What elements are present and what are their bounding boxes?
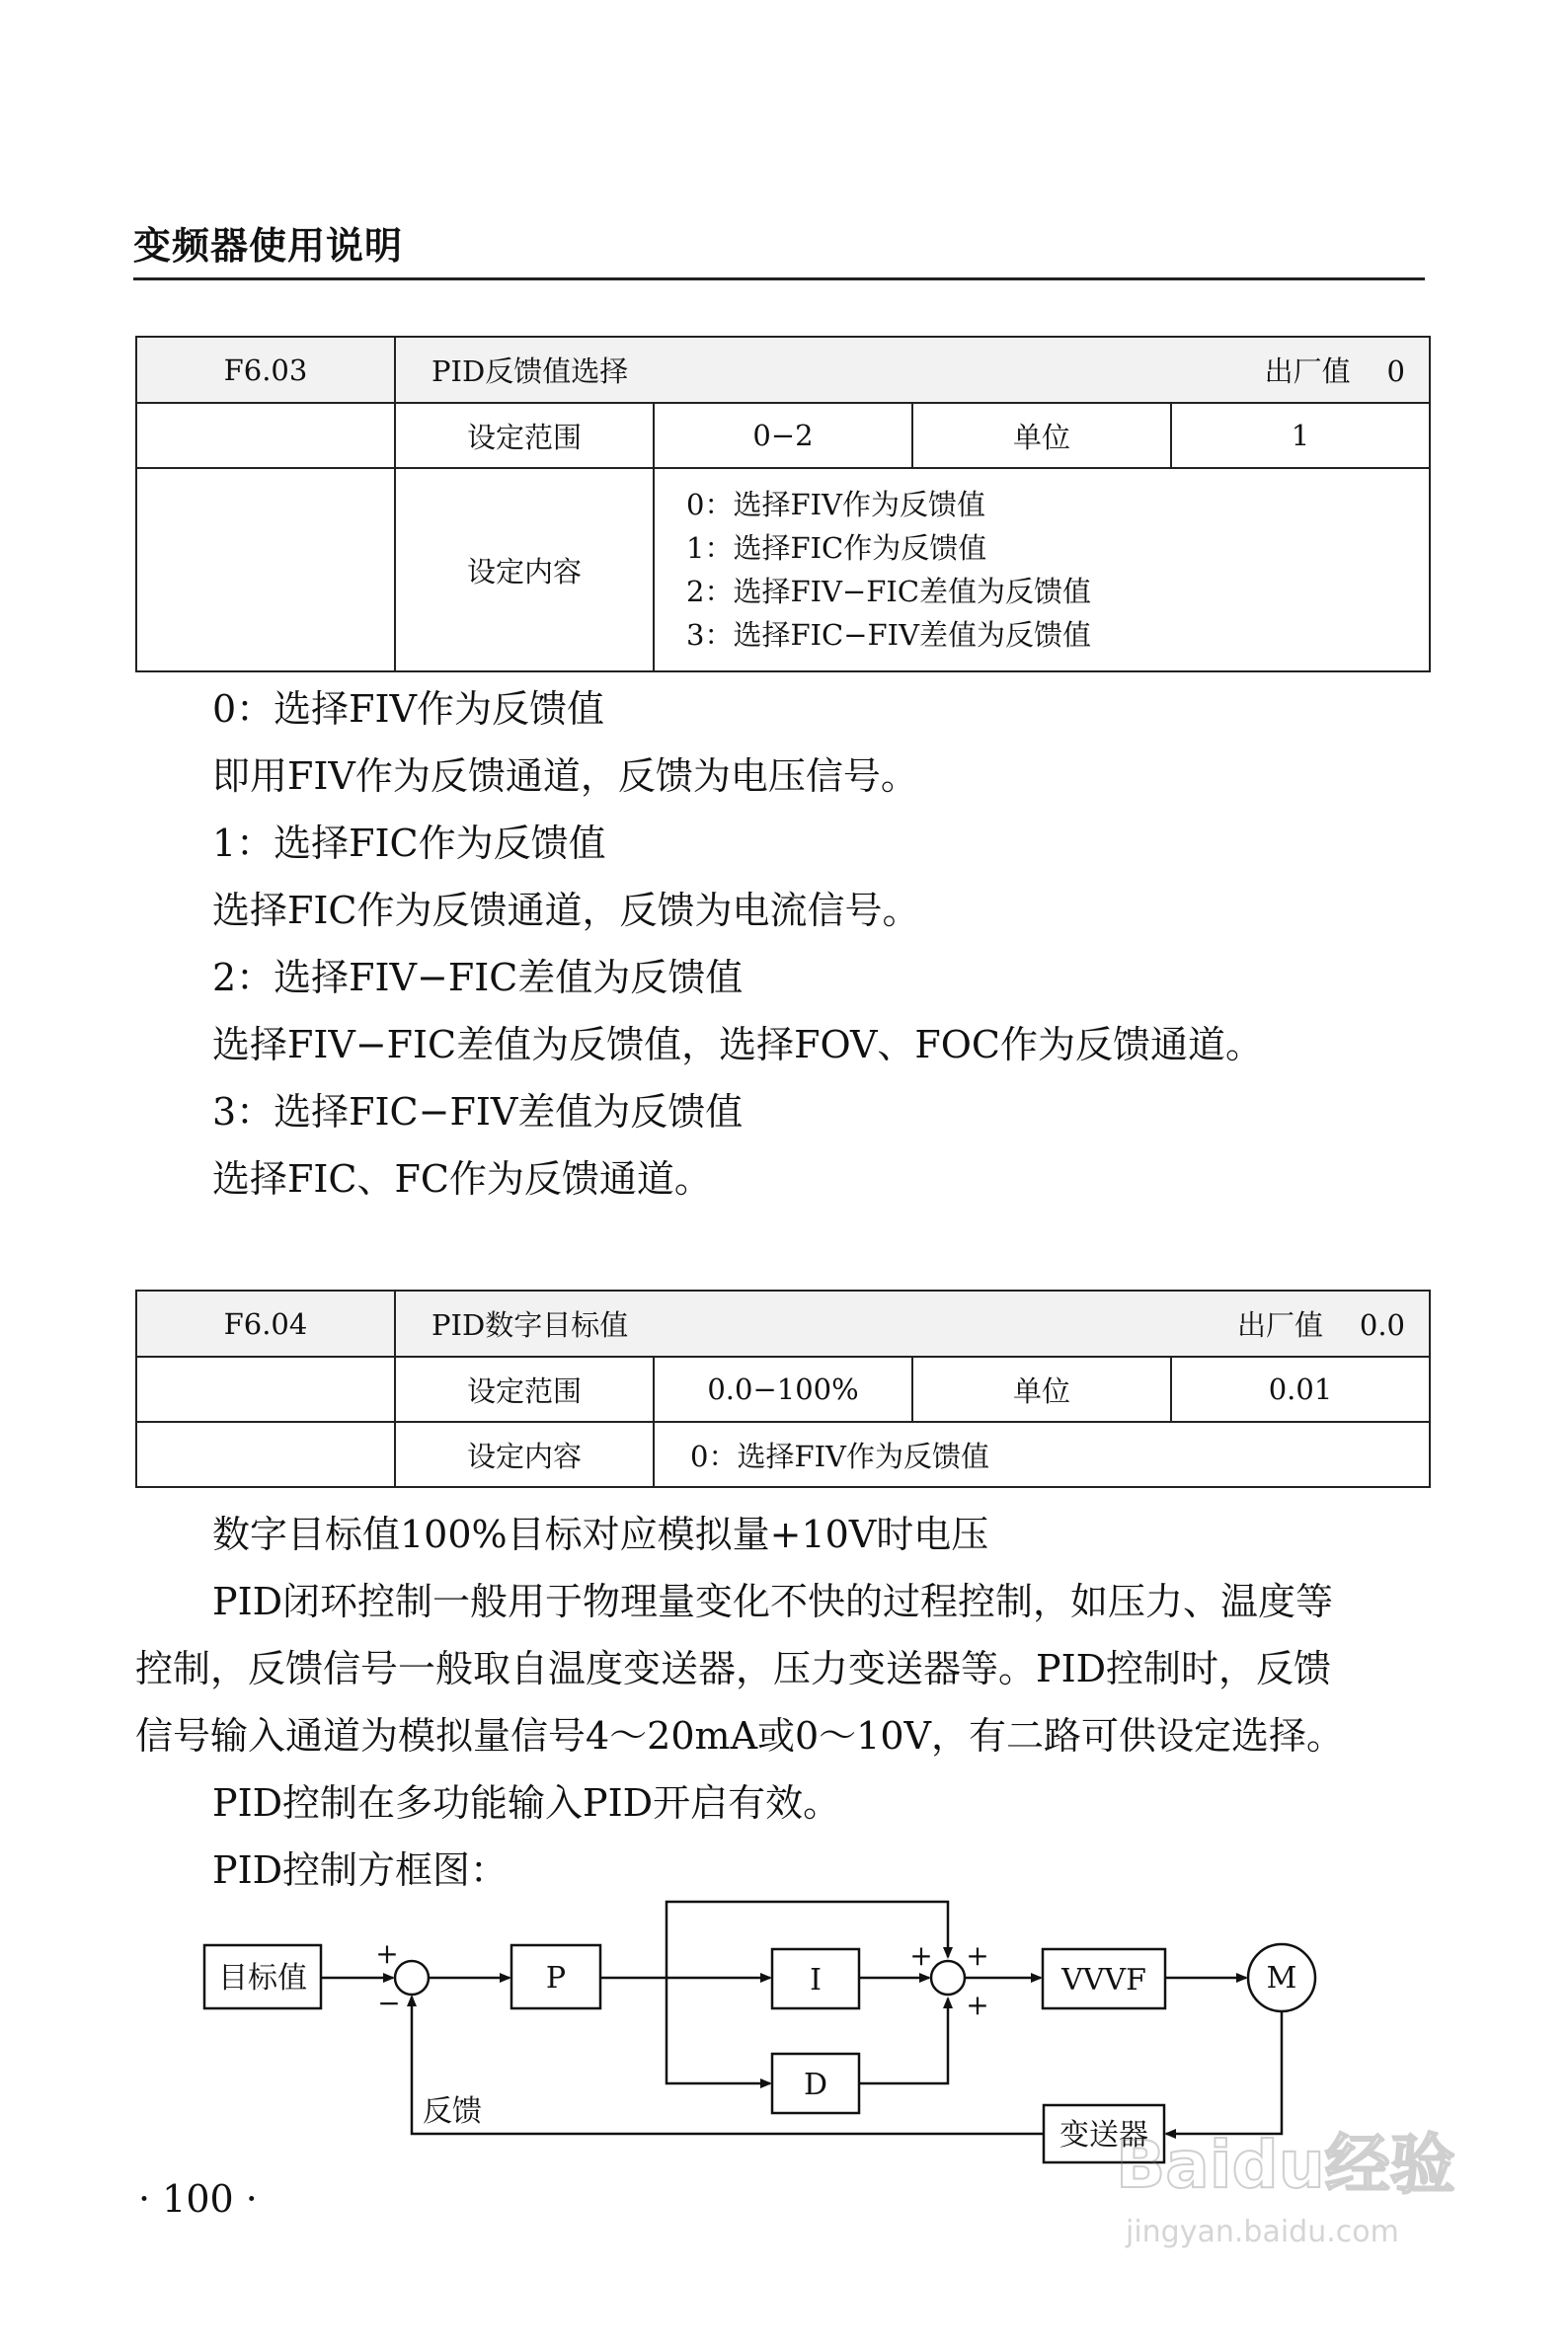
- param-name: PID数字目标值: [431, 1308, 629, 1342]
- baidu-watermark: [1106, 2103, 1481, 2261]
- sum1-plus-sign: +: [375, 1937, 399, 1970]
- sum2-plus-top: +: [966, 1939, 989, 1972]
- range-label: 设定范围: [395, 403, 654, 468]
- content-value: 0：选择FIV作为反馈值: [690, 1439, 989, 1473]
- unit-value: 0.01: [1171, 1357, 1430, 1422]
- paragraph: 控制，反馈信号一般取自温度变送器，压力变送器等。PID控制时，反馈: [135, 1647, 1332, 1690]
- range-value: 0.0−100%: [654, 1357, 912, 1422]
- target-label: 目标值: [218, 1961, 307, 1996]
- option-heading: 0：选择FIV作为反馈值: [212, 687, 604, 731]
- sum2-plus-bottom: +: [966, 1989, 989, 2021]
- range-label: 设定范围: [395, 1357, 654, 1422]
- option-heading: 3：选择FIC−FIV差值为反馈值: [212, 1090, 744, 1134]
- page-number: · 100 ·: [138, 2177, 258, 2221]
- watermark-url: jingyan.baidu.com: [1126, 2215, 1399, 2249]
- d-label: D: [803, 2068, 828, 2102]
- page-header-title: 变频器使用说明: [133, 224, 404, 268]
- option-heading: 2：选择FIV−FIC差值为反馈值: [212, 956, 744, 999]
- option-description: 选择FIC作为反馈通道，反馈为电流信号。: [212, 889, 920, 932]
- unit-value: 1: [1171, 403, 1430, 468]
- default-value: 0: [1386, 354, 1405, 388]
- sum1-minus-sign: −: [377, 1987, 401, 2019]
- paragraph: 信号输入通道为模拟量信号4～20mA或0～10V，有二路可供设定选择。: [135, 1714, 1344, 1758]
- paragraph: PID控制在多功能输入PID开启有效。: [212, 1781, 841, 1825]
- range-value: 0−2: [654, 403, 912, 468]
- param-code: F6.03: [136, 337, 395, 403]
- i-label: I: [810, 1963, 822, 1998]
- content-item: 1：选择FIC作为反馈值: [686, 531, 987, 565]
- param-code: F6.04: [136, 1291, 395, 1357]
- default-value: 0.0: [1359, 1308, 1405, 1342]
- watermark-brand: Baidu经验: [1116, 2127, 1455, 2203]
- motor-label: M: [1266, 1961, 1297, 1996]
- paragraph: 数字目标值100%目标对应模拟量+10V时电压: [212, 1513, 989, 1556]
- sum2-plus-left: +: [909, 1939, 933, 1972]
- transmitter-label: 变送器: [1059, 2118, 1148, 2153]
- option-description: 选择FIV−FIC差值为反馈值，选择FOV、FOC作为反馈通道。: [212, 1023, 1264, 1066]
- unit-label: 单位: [912, 403, 1171, 468]
- paragraph: PID控制方框图：: [212, 1848, 509, 1892]
- option-description: 选择FIC、FC作为反馈通道。: [212, 1157, 712, 1201]
- sum-junction-2: [931, 1961, 965, 1995]
- default-label: 出厂值: [1236, 1308, 1323, 1342]
- content-label: 设定内容: [395, 468, 654, 671]
- content-item: 0：选择FIV作为反馈值: [686, 488, 985, 521]
- content-item: 3：选择FIC−FIV差值为反馈值: [686, 618, 1092, 652]
- feedback-label: 反馈: [423, 2094, 482, 2129]
- unit-label: 单位: [912, 1357, 1171, 1422]
- param-name: PID反馈值选择: [431, 354, 629, 388]
- vvvf-label: VVVF: [1061, 1963, 1146, 1998]
- option-description: 即用FIV作为反馈通道，反馈为电压信号。: [212, 754, 918, 798]
- p-label: P: [545, 1961, 567, 1996]
- default-label: 出厂值: [1264, 354, 1351, 388]
- option-heading: 1：选择FIC作为反馈值: [212, 822, 606, 865]
- content-item: 2：选择FIV−FIC差值为反馈值: [686, 575, 1092, 608]
- content-label: 设定内容: [395, 1422, 654, 1487]
- paragraph: PID闭环控制一般用于物理量变化不快的过程控制，如压力、温度等: [212, 1580, 1334, 1623]
